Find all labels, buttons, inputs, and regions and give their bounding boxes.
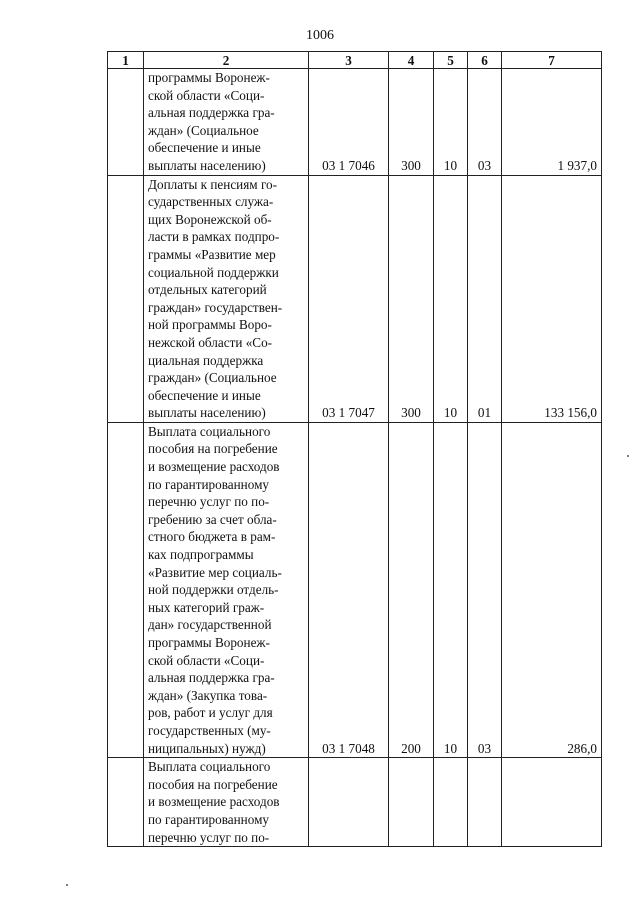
row-col5: 10 [434,175,468,422]
header-col-5: 5 [434,52,468,69]
row-code: 03 1 7047 [309,175,389,422]
table-row [108,422,602,757]
header-col-6: 6 [468,52,502,69]
row-col4 [389,758,434,847]
row-col4: 300 [389,175,434,422]
row-description [144,758,309,847]
budget-table [107,51,602,847]
row-col6: 03 [468,69,502,176]
row-blank-cell [108,175,144,422]
row-col5: 10 [434,69,468,176]
row-col5 [434,758,468,847]
row-col6: 03 [468,422,502,757]
page-number: 1006 [306,28,334,43]
description-text: Выплата социального пособия на погребение и возмещение расходов по гарантированному перечню услуг по по- [148,759,280,845]
description-text: программы Воронеж- ской области «Соци- альная поддержка гра- ждан» (Социальное обеспечение и иные выплаты населению) [148,70,275,173]
row-col6: 01 [468,175,502,422]
header-row [108,52,602,69]
table-row [108,69,602,176]
scan-speck [627,455,629,457]
header-col-1: 1 [108,52,144,69]
row-description [144,422,309,757]
row-amount [502,758,602,847]
row-code: 03 1 7048 [309,422,389,757]
row-amount: 286,0 [502,422,602,757]
row-col4: 200 [389,422,434,757]
header-col-2: 2 [144,52,309,69]
description-text: Доплаты к пенсиям го- сударственных служа- щих Воронежской об- ласти в рамках подпро- граммы «Развитие мер социальной поддержки отдельных категорий граждан» государствен- ной программы Воро- нежской области «Со- циальная поддержка граждан» (Социальное обеспечение и иные выплаты населению) [148,176,283,421]
row-description [144,175,309,422]
row-amount: 1 937,0 [502,69,602,176]
row-blank-cell [108,758,144,847]
table-row [108,758,602,847]
row-col4: 300 [389,69,434,176]
row-amount: 133 156,0 [502,175,602,422]
header-col-7: 7 [502,52,602,69]
row-code: 03 1 7046 [309,69,389,176]
header-col-3: 3 [309,52,389,69]
row-col6 [468,758,502,847]
row-blank-cell [108,69,144,176]
table-row [108,175,602,422]
scan-speck [66,884,68,886]
row-col5: 10 [434,422,468,757]
description-text: Выплата социального пособия на погребение и возмещение расходов по гарантированному перечню услуг по по- гребению за счет обла- стного бюджета в рам- ках подпрограммы «Развитие мер социаль- ной поддержки отдель- ных категорий граж- дан» государственной программы Воронеж- ской области «Соци- альная поддержка гра- ждан» (Закупка това- ров, работ и услуг для государственных (му- ниципальных) нужд) [148,423,282,756]
row-blank-cell [108,422,144,757]
header-col-4: 4 [389,52,434,69]
row-description [144,69,309,176]
row-code [309,758,389,847]
